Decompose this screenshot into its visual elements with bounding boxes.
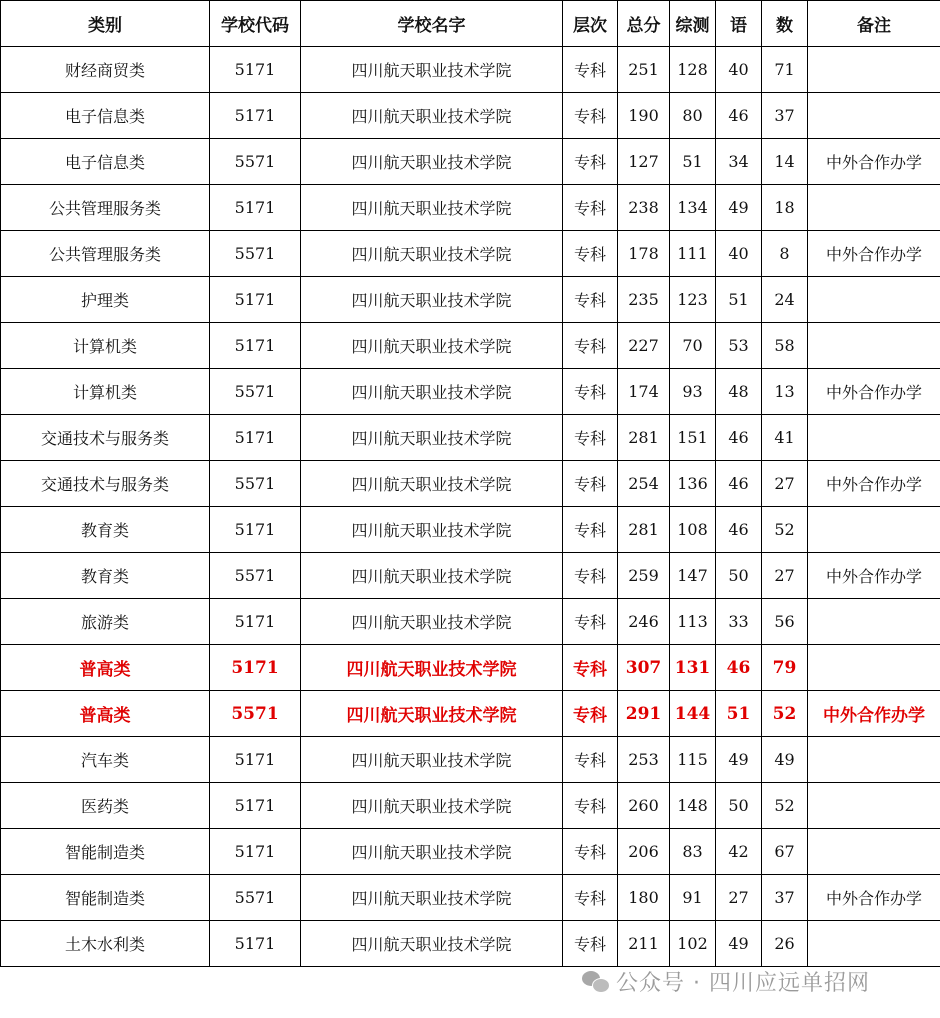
cell-school: 四川航天职业技术学院: [301, 415, 563, 461]
cell-chinese: 42: [716, 829, 762, 875]
cell-total: 174: [618, 369, 670, 415]
cell-school: 四川航天职业技术学院: [301, 93, 563, 139]
cell-note: [808, 507, 940, 553]
cell-math: 49: [762, 737, 808, 783]
header-comp: 综测: [670, 1, 716, 47]
cell-math: 56: [762, 599, 808, 645]
cell-chinese: 49: [716, 185, 762, 231]
cell-comp: 115: [670, 737, 716, 783]
cell-school: 四川航天职业技术学院: [301, 829, 563, 875]
cell-school: 四川航天职业技术学院: [301, 185, 563, 231]
cell-total: 291: [618, 691, 670, 737]
cell-comp: 151: [670, 415, 716, 461]
wechat-icon: [582, 969, 610, 993]
cell-code: 5571: [210, 553, 301, 599]
cell-code: 5171: [210, 921, 301, 967]
cell-comp: 93: [670, 369, 716, 415]
cell-school: 四川航天职业技术学院: [301, 369, 563, 415]
cell-chinese: 50: [716, 553, 762, 599]
cell-note: [808, 921, 940, 967]
cell-note: [808, 93, 940, 139]
cell-school: 四川航天职业技术学院: [301, 599, 563, 645]
cell-total: 259: [618, 553, 670, 599]
cell-chinese: 27: [716, 875, 762, 921]
cell-level: 专科: [563, 139, 618, 185]
table-row: [1, 47, 940, 93]
cell-comp: 144: [670, 691, 716, 737]
cell-category: 财经商贸类: [1, 47, 210, 93]
cell-code: 5171: [210, 277, 301, 323]
cell-code: 5571: [210, 231, 301, 277]
cell-level: 专科: [563, 47, 618, 93]
cell-level: 专科: [563, 645, 618, 691]
cell-level: 专科: [563, 323, 618, 369]
cell-math: 13: [762, 369, 808, 415]
cell-code: 5171: [210, 415, 301, 461]
cell-code: 5171: [210, 783, 301, 829]
cell-school: 四川航天职业技术学院: [301, 737, 563, 783]
table-row: [1, 829, 940, 875]
cell-level: 专科: [563, 277, 618, 323]
cell-total: 127: [618, 139, 670, 185]
cell-comp: 131: [670, 645, 716, 691]
cell-math: 37: [762, 875, 808, 921]
cell-math: 27: [762, 461, 808, 507]
cell-note: 中外合作办学: [808, 461, 940, 507]
cell-total: 254: [618, 461, 670, 507]
cell-chinese: 49: [716, 921, 762, 967]
cell-math: 79: [762, 645, 808, 691]
cell-comp: 80: [670, 93, 716, 139]
header-code: 学校代码: [210, 1, 301, 47]
cell-category: 智能制造类: [1, 875, 210, 921]
cell-total: 180: [618, 875, 670, 921]
header-note: 备注: [808, 1, 940, 47]
cell-level: 专科: [563, 93, 618, 139]
cell-code: 5171: [210, 599, 301, 645]
cell-level: 专科: [563, 783, 618, 829]
cell-code: 5571: [210, 139, 301, 185]
cell-category: 公共管理服务类: [1, 185, 210, 231]
cell-math: 18: [762, 185, 808, 231]
cell-note: [808, 185, 940, 231]
cell-code: 5571: [210, 461, 301, 507]
cell-math: 26: [762, 921, 808, 967]
cell-comp: 102: [670, 921, 716, 967]
cell-category: 普高类: [1, 691, 210, 737]
cell-code: 5171: [210, 323, 301, 369]
cell-chinese: 48: [716, 369, 762, 415]
cell-category: 旅游类: [1, 599, 210, 645]
cell-math: 41: [762, 415, 808, 461]
cell-comp: 128: [670, 47, 716, 93]
cell-category: 普高类: [1, 645, 210, 691]
cell-comp: 136: [670, 461, 716, 507]
table-body: [1, 47, 940, 967]
cell-school: 四川航天职业技术学院: [301, 691, 563, 737]
cell-note: [808, 599, 940, 645]
cell-note: [808, 829, 940, 875]
cell-math: 52: [762, 783, 808, 829]
cell-math: 58: [762, 323, 808, 369]
cell-chinese: 51: [716, 277, 762, 323]
cell-category: 计算机类: [1, 323, 210, 369]
cell-code: 5171: [210, 47, 301, 93]
cell-total: 281: [618, 415, 670, 461]
cell-comp: 147: [670, 553, 716, 599]
cell-chinese: 34: [716, 139, 762, 185]
cell-code: 5571: [210, 691, 301, 737]
cell-math: 52: [762, 507, 808, 553]
header-category: 类别: [1, 1, 210, 47]
cell-note: [808, 645, 940, 691]
cell-chinese: 50: [716, 783, 762, 829]
cell-comp: 83: [670, 829, 716, 875]
cell-level: 专科: [563, 553, 618, 599]
header-row: [1, 1, 940, 47]
cell-comp: 113: [670, 599, 716, 645]
cell-level: 专科: [563, 507, 618, 553]
cell-school: 四川航天职业技术学院: [301, 875, 563, 921]
cell-total: 206: [618, 829, 670, 875]
cell-total: 260: [618, 783, 670, 829]
cell-total: 190: [618, 93, 670, 139]
cell-chinese: 46: [716, 415, 762, 461]
cell-category: 土木水利类: [1, 921, 210, 967]
cell-total: 178: [618, 231, 670, 277]
cell-comp: 148: [670, 783, 716, 829]
table-row: [1, 461, 940, 507]
cell-category: 医药类: [1, 783, 210, 829]
cell-category: 电子信息类: [1, 93, 210, 139]
table-row: [1, 185, 940, 231]
cell-school: 四川航天职业技术学院: [301, 47, 563, 93]
cell-comp: 134: [670, 185, 716, 231]
cell-code: 5171: [210, 507, 301, 553]
cell-comp: 108: [670, 507, 716, 553]
table-row: [1, 415, 940, 461]
cell-school: 四川航天职业技术学院: [301, 921, 563, 967]
cell-level: 专科: [563, 737, 618, 783]
cell-school: 四川航天职业技术学院: [301, 323, 563, 369]
cell-category: 计算机类: [1, 369, 210, 415]
cell-code: 5171: [210, 829, 301, 875]
cell-chinese: 46: [716, 507, 762, 553]
table-row: [1, 599, 940, 645]
cell-total: 227: [618, 323, 670, 369]
cell-comp: 70: [670, 323, 716, 369]
cell-code: 5171: [210, 737, 301, 783]
cell-total: 235: [618, 277, 670, 323]
cell-category: 智能制造类: [1, 829, 210, 875]
cell-school: 四川航天职业技术学院: [301, 645, 563, 691]
cell-school: 四川航天职业技术学院: [301, 231, 563, 277]
cell-note: 中外合作办学: [808, 875, 940, 921]
cell-math: 71: [762, 47, 808, 93]
cell-note: 中外合作办学: [808, 553, 940, 599]
cell-category: 交通技术与服务类: [1, 461, 210, 507]
table-row: [1, 875, 940, 921]
cell-chinese: 49: [716, 737, 762, 783]
cell-level: 专科: [563, 875, 618, 921]
cell-math: 8: [762, 231, 808, 277]
cell-math: 37: [762, 93, 808, 139]
cell-comp: 111: [670, 231, 716, 277]
table-row: [1, 139, 940, 185]
cell-total: 238: [618, 185, 670, 231]
cell-note: [808, 415, 940, 461]
cell-note: 中外合作办学: [808, 369, 940, 415]
cell-math: 14: [762, 139, 808, 185]
cell-level: 专科: [563, 921, 618, 967]
cell-category: 公共管理服务类: [1, 231, 210, 277]
cell-total: 251: [618, 47, 670, 93]
cell-note: [808, 783, 940, 829]
header-school: 学校名字: [301, 1, 563, 47]
watermark-text: 公众号 · 四川应远单招网: [616, 970, 870, 996]
watermark: [582, 964, 870, 998]
header-total: 总分: [618, 1, 670, 47]
cell-math: 27: [762, 553, 808, 599]
cell-math: 24: [762, 277, 808, 323]
table-row: [1, 691, 940, 737]
cell-comp: 123: [670, 277, 716, 323]
cell-chinese: 53: [716, 323, 762, 369]
table-row: [1, 783, 940, 829]
cell-chinese: 46: [716, 461, 762, 507]
cell-school: 四川航天职业技术学院: [301, 507, 563, 553]
cell-category: 交通技术与服务类: [1, 415, 210, 461]
table-row: [1, 369, 940, 415]
cell-note: [808, 323, 940, 369]
cell-total: 253: [618, 737, 670, 783]
header-chinese: 语: [716, 1, 762, 47]
cell-level: 专科: [563, 599, 618, 645]
header-math: 数: [762, 1, 808, 47]
cell-level: 专科: [563, 415, 618, 461]
cell-level: 专科: [563, 461, 618, 507]
cell-chinese: 46: [716, 645, 762, 691]
cell-chinese: 46: [716, 93, 762, 139]
cell-school: 四川航天职业技术学院: [301, 553, 563, 599]
cell-category: 教育类: [1, 507, 210, 553]
cell-total: 246: [618, 599, 670, 645]
cell-category: 护理类: [1, 277, 210, 323]
cell-chinese: 51: [716, 691, 762, 737]
cell-code: 5171: [210, 93, 301, 139]
cell-math: 52: [762, 691, 808, 737]
cell-total: 211: [618, 921, 670, 967]
cell-code: 5171: [210, 645, 301, 691]
table-row: [1, 323, 940, 369]
cell-comp: 51: [670, 139, 716, 185]
cell-total: 307: [618, 645, 670, 691]
cell-note: [808, 277, 940, 323]
cell-level: 专科: [563, 829, 618, 875]
table-row: [1, 553, 940, 599]
table-row: [1, 645, 940, 691]
cell-code: 5571: [210, 875, 301, 921]
cell-math: 67: [762, 829, 808, 875]
cell-code: 5171: [210, 185, 301, 231]
cell-level: 专科: [563, 691, 618, 737]
table-row: [1, 921, 940, 967]
cell-comp: 91: [670, 875, 716, 921]
cell-school: 四川航天职业技术学院: [301, 783, 563, 829]
cell-total: 281: [618, 507, 670, 553]
table-row: [1, 737, 940, 783]
cell-school: 四川航天职业技术学院: [301, 139, 563, 185]
table-row: [1, 231, 940, 277]
cell-chinese: 33: [716, 599, 762, 645]
cell-level: 专科: [563, 185, 618, 231]
cell-note: [808, 47, 940, 93]
table-row: [1, 93, 940, 139]
cell-level: 专科: [563, 369, 618, 415]
cell-category: 教育类: [1, 553, 210, 599]
cell-chinese: 40: [716, 231, 762, 277]
table-row: [1, 277, 940, 323]
cell-note: 中外合作办学: [808, 139, 940, 185]
cell-level: 专科: [563, 231, 618, 277]
cell-school: 四川航天职业技术学院: [301, 461, 563, 507]
cell-note: 中外合作办学: [808, 231, 940, 277]
header-level: 层次: [563, 1, 618, 47]
table-row: [1, 507, 940, 553]
cell-code: 5571: [210, 369, 301, 415]
cell-school: 四川航天职业技术学院: [301, 277, 563, 323]
cell-category: 汽车类: [1, 737, 210, 783]
cell-note: [808, 737, 940, 783]
cell-note: 中外合作办学: [808, 691, 940, 737]
cell-chinese: 40: [716, 47, 762, 93]
cell-category: 电子信息类: [1, 139, 210, 185]
